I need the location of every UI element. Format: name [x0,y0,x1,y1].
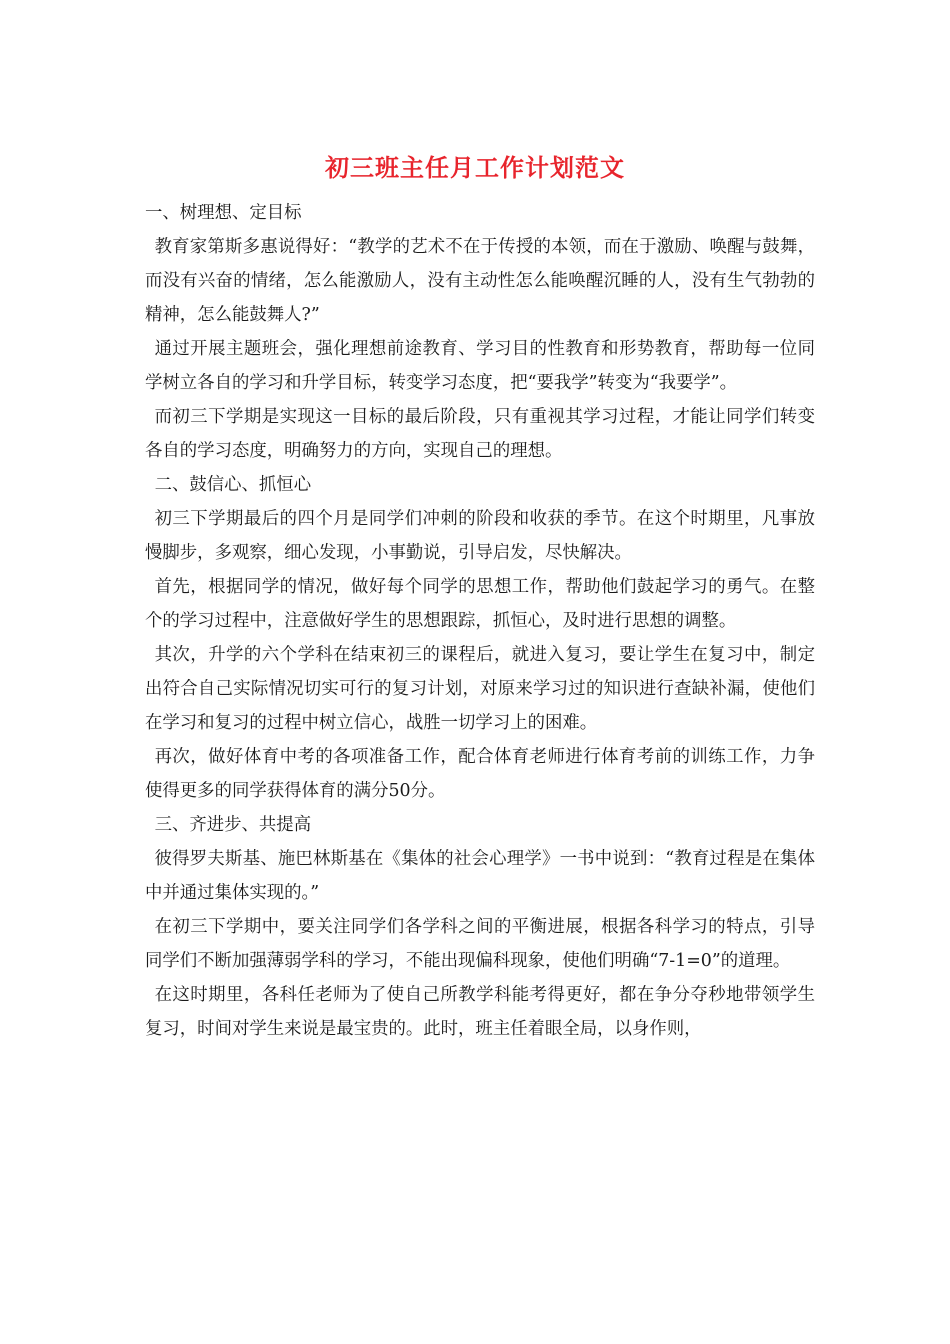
paragraph: 而初三下学期是实现这一目标的最后阶段，只有重视其学习过程，才能让同学们转变各自的学习态度，明确努力的方向，实现自己的理想。 [145,407,815,461]
section-heading-1: 一、树理想、定目标 [145,203,302,223]
document-body [145,196,815,1046]
paragraph: 彼得罗夫斯基、施巴林斯基在《集体的社会心理学》一书中说到：“教育过程是在集体中并通过集体实现的。” [145,849,815,903]
section-heading-3: 三、齐进步、共提高 [154,815,312,835]
paragraph: 在这时期里，各科任老师为了使自己所教学科能考得更好，都在争分夺秒地带领学生复习，时间对学生来说是最宝贵的。此时，班主任着眼全局，以身作则， [145,985,815,1039]
document-title: 初三班主任月工作计划范文 [325,153,625,182]
paragraph: 在初三下学期中，要关注同学们各学科之间的平衡进展，根据各科学习的特点，引导同学们不断加强薄弱学科的学习，不能出现偏科现象，使他们明确“7-1=0”的道理。 [145,917,815,971]
paragraph: 通过开展主题班会，强化理想前途教育、学习目的性教育和形势教育，帮助每一位同学树立各自的学习和升学目标，转变学习态度，把“要我学”转变为“我要学”。 [145,339,815,393]
paragraph: 其次，升学的六个学科在结束初三的课程后，就进入复习，要让学生在复习中，制定出符合自己实际情况切实可行的复习计划，对原来学习过的知识进行查缺补漏，使他们在学习和复习的过程中树立信心，战胜一切学习上的困难。 [145,645,815,733]
section-heading-2: 二、鼓信心、抓恒心 [154,475,312,495]
paragraph: 初三下学期最后的四个月是同学们冲刺的阶段和收获的季节。在这个时期里，凡事放慢脚步，多观察，细心发现，小事勤说，引导启发，尽快解决。 [145,509,815,563]
paragraph: 首先，根据同学的情况，做好每个同学的思想工作，帮助他们鼓起学习的勇气。在整个的学习过程中，注意做好学生的思想跟踪，抓恒心，及时进行思想的调整。 [145,577,815,631]
paragraph: 教育家第斯多惠说得好：“教学的艺术不在于传授的本领，而在于激励、唤醒与鼓舞，而没有兴奋的情绪，怎么能激励人，没有主动性怎么能唤醒沉睡的人，没有生气勃勃的精神，怎么能鼓舞人?” [145,237,815,325]
paragraph: 再次，做好体育中考的各项准备工作，配合体育老师进行体育考前的训练工作，力争使得更多的同学获得体育的满分50分。 [145,747,815,801]
